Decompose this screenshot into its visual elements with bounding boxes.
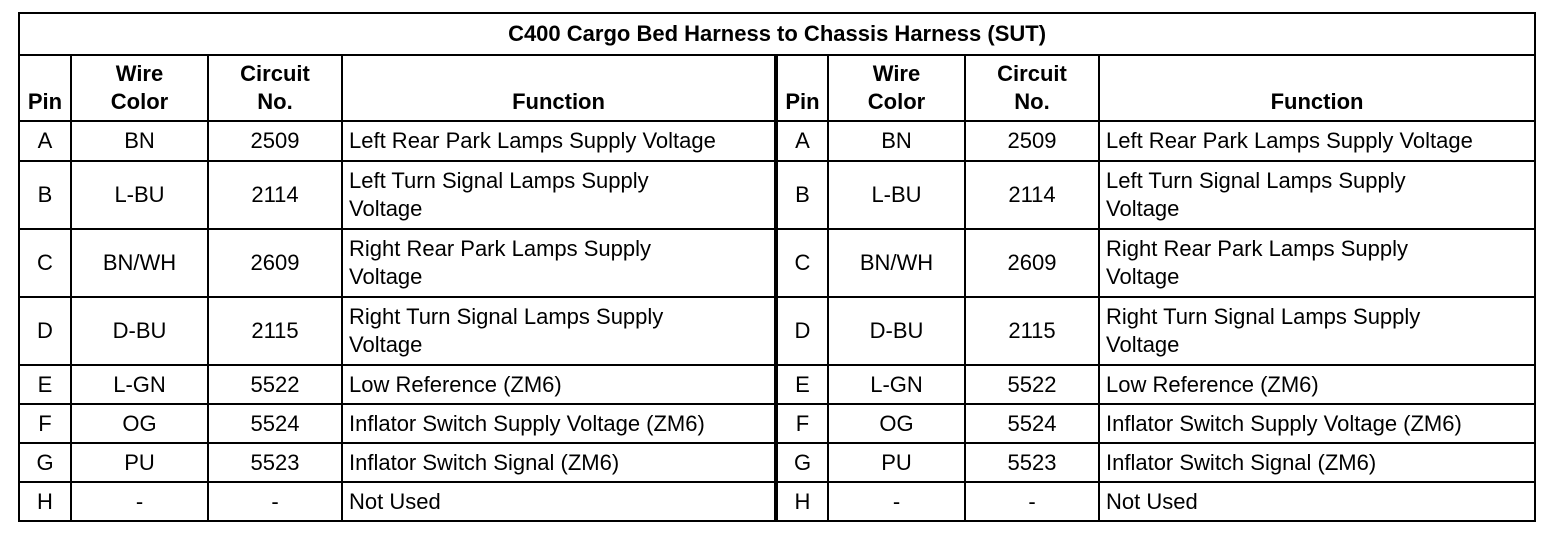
header-pin-2: Pin — [776, 55, 828, 121]
header-wire-color: Wire Color — [71, 55, 208, 121]
header-wire-color-2: Wire Color — [828, 55, 965, 121]
circuit-cell: 5524 — [208, 404, 342, 443]
wire-color-cell: BN/WH — [828, 229, 965, 297]
pin-cell: G — [776, 443, 828, 482]
function-line: Inflator Switch Signal (ZM6) — [1106, 449, 1377, 475]
pin-cell: G — [19, 443, 71, 482]
function-cell — [1099, 297, 1535, 365]
pin-cell: A — [776, 121, 828, 161]
circuit-cell: 2609 — [965, 229, 1099, 297]
pin-cell: D — [19, 297, 71, 365]
wire-color-cell: D-BU — [71, 297, 208, 365]
function-cell — [342, 229, 776, 297]
function-cell — [342, 365, 776, 404]
pin-cell: F — [19, 404, 71, 443]
pin-cell: E — [776, 365, 828, 404]
wire-color-cell: BN — [71, 121, 208, 161]
function-cell — [1099, 365, 1535, 404]
function-line: Right Rear Park Lamps Supply — [349, 236, 652, 261]
circuit-cell: 5523 — [965, 443, 1099, 482]
function-line: Left Rear Park Lamps Supply Voltage — [349, 128, 716, 153]
function-line: Right Rear Park Lamps Supply — [1106, 236, 1409, 261]
table-row — [19, 365, 1535, 404]
function-line: Voltage — [1106, 196, 1180, 221]
header-function: Function — [342, 55, 776, 121]
connector-table — [18, 12, 1536, 522]
header-pin: Pin — [19, 55, 71, 121]
function-line: Voltage — [1106, 332, 1180, 357]
wire-color-cell: OG — [828, 404, 965, 443]
header-function-2: Function — [1099, 55, 1535, 121]
wire-color-cell: L-GN — [71, 365, 208, 404]
function-cell — [1099, 482, 1535, 521]
table-row — [19, 121, 1535, 161]
wire-color-cell: BN — [828, 121, 965, 161]
function-line: Left Turn Signal Lamps Supply — [349, 168, 649, 193]
pin-cell: A — [19, 121, 71, 161]
pin-cell: E — [19, 365, 71, 404]
function-line: Not Used — [349, 488, 441, 514]
function-line: Inflator Switch Supply Voltage (ZM6) — [1106, 410, 1462, 436]
function-line: Low Reference (ZM6) — [349, 371, 562, 397]
circuit-cell: 2114 — [208, 161, 342, 229]
pin-cell: C — [776, 229, 828, 297]
function-line: Not Used — [1106, 488, 1198, 514]
function-line: Voltage — [349, 332, 423, 357]
pin-cell: C — [19, 229, 71, 297]
circuit-cell: 2509 — [208, 121, 342, 161]
function-cell — [342, 482, 776, 521]
wire-color-cell: - — [828, 482, 965, 521]
circuit-cell: 2115 — [965, 297, 1099, 365]
wire-color-cell: BN/WH — [71, 229, 208, 297]
function-line: Right Turn Signal Lamps Supply — [1106, 304, 1421, 329]
function-cell — [1099, 229, 1535, 297]
wire-color-cell: L-BU — [71, 161, 208, 229]
circuit-cell: - — [965, 482, 1099, 521]
wire-color-cell: D-BU — [828, 297, 965, 365]
pin-cell: H — [19, 482, 71, 521]
header-row — [19, 55, 1535, 121]
circuit-cell: 2114 — [965, 161, 1099, 229]
wire-color-cell: - — [71, 482, 208, 521]
function-line: Left Turn Signal Lamps Supply — [1106, 168, 1406, 193]
table-row — [19, 229, 1535, 297]
header-circuit-no-2: Circuit No. — [965, 55, 1099, 121]
function-cell — [342, 121, 776, 161]
function-cell — [1099, 121, 1535, 161]
pin-cell: B — [19, 161, 71, 229]
function-line: Left Rear Park Lamps Supply Voltage — [1106, 128, 1473, 153]
circuit-cell: 2115 — [208, 297, 342, 365]
circuit-cell: 5523 — [208, 443, 342, 482]
table-row — [19, 161, 1535, 229]
pin-cell: B — [776, 161, 828, 229]
pin-cell: F — [776, 404, 828, 443]
function-line: Inflator Switch Signal (ZM6) — [349, 449, 620, 475]
table-row — [19, 482, 1535, 521]
wire-color-cell: PU — [828, 443, 965, 482]
circuit-cell: 5522 — [965, 365, 1099, 404]
table-row — [19, 404, 1535, 443]
table-body — [19, 121, 1535, 521]
table-title: C400 Cargo Bed Harness to Chassis Harness (SUT) — [19, 13, 1535, 55]
header-circuit-no: Circuit No. — [208, 55, 342, 121]
pin-cell: H — [776, 482, 828, 521]
function-cell — [342, 443, 776, 482]
function-line: Right Turn Signal Lamps Supply — [349, 304, 664, 329]
function-cell — [1099, 404, 1535, 443]
function-cell — [342, 404, 776, 443]
function-cell — [342, 297, 776, 365]
circuit-cell: 5522 — [208, 365, 342, 404]
wire-color-cell: L-GN — [828, 365, 965, 404]
function-line: Voltage — [1106, 264, 1180, 289]
pin-cell: D — [776, 297, 828, 365]
function-line: Low Reference (ZM6) — [1106, 371, 1319, 397]
function-cell — [1099, 443, 1535, 482]
wire-color-cell: OG — [71, 404, 208, 443]
circuit-cell: 2609 — [208, 229, 342, 297]
function-line: Voltage — [349, 264, 423, 289]
function-line: Inflator Switch Supply Voltage (ZM6) — [349, 410, 705, 436]
table-row — [19, 443, 1535, 482]
circuit-cell: 2509 — [965, 121, 1099, 161]
circuit-cell: - — [208, 482, 342, 521]
function-line: Voltage — [349, 196, 423, 221]
wire-color-cell: L-BU — [828, 161, 965, 229]
function-cell — [342, 161, 776, 229]
wire-color-cell: PU — [71, 443, 208, 482]
function-cell — [1099, 161, 1535, 229]
circuit-cell: 5524 — [965, 404, 1099, 443]
table-row — [19, 297, 1535, 365]
